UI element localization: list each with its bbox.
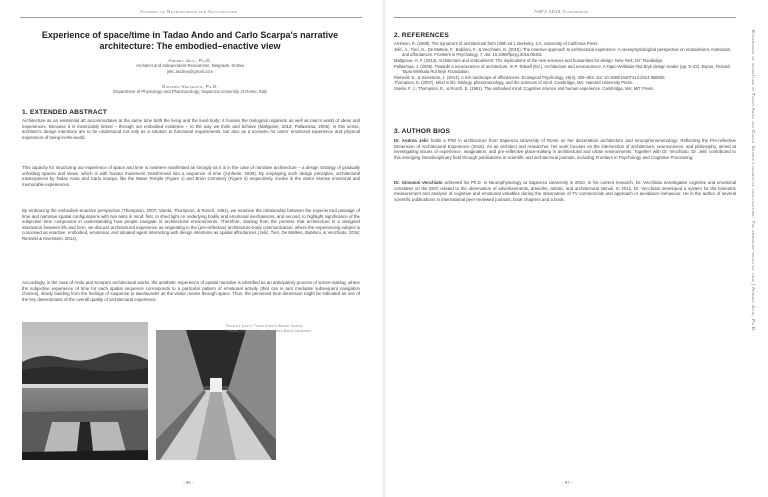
- reference-list: [394, 41, 736, 92]
- reference-item: Jelić, A., Tieri, G., De Matteis, F., Babiloni, F., & Vecchiato, G. (2016). The enactive approach to architectural experience: A neurophysiological perspective on embodiment, motivation, and affordances. Frontiers in Psychology, 7, doi: 10.3389/fpsyg.2016.00481: [394, 46, 732, 57]
- abstract-paragraph: By embracing the embodied–enactive perspective (Thompson, 2007; Varela, Thompson, & Rosch, 1991), we examine the relationship between the experienced passage of time and narrative spatial configurations with two aims in mind: first, to shed light on underlying bodily and emotional mechanisms, and second, to highlight significance of the subjective time component in understanding how people navigate in architectural environments. Therefore, starting from the premise that architecture is a designed interaction between life and form, we discuss architectural experience as originating in the (pre-reflective) architecture-body communication, where the experiencing subject is conceived as enactive, embodied, emotional, and situated agent interacting with design intentions as spatial affordances (Jelić, Tieri, De Matteis, Babiloni, & Vecchiato, 2016; Rietveld & Kiverstein, 2014).: [22, 208, 360, 241]
- side-running-title-text: Experience of space/time in Tadao Ando and Carlo Scarpa's narrative architecture: The embodied–enactive view | Andrea Jelić, Ph.D.: [750, 30, 755, 333]
- section-heading-abstract: 1. EXTENDED ABSTRACT: [22, 109, 108, 116]
- bio-name: Dr. Andrea Jelić: [394, 138, 429, 143]
- bio-text: holds a PhD in architecture from Sapienza University of Rome on her dissertation architecture and neurophenomenology: Reflecting the Pre-reflective Dimension of Architectural Experience (2015). As an architect and researcher, her work focuses on the intersection of architecture, neuroscience, and philosophy, aimed at investigating issues of experience, imagination, and pre-reflective place-making in architectural and urban environments. Together with Dr. Vecchiato, Dr. Jelić contributed to this emerging interdisciplinary field through publications in scientific and architectural journals, including Frontiers in Psychology and Cognitive Processing.: [394, 138, 736, 160]
- figure-1-water-temple-photo: [22, 322, 148, 460]
- author-affiliation: Department of Physiology and Pharmacology, Sapienza University of Rome, Italy: [113, 89, 267, 95]
- running-header-right: ANFA 2016 Conference: [534, 9, 589, 14]
- abstract-paragraph: Architecture as an existential art accommodates at the same time both the living and the lived body: it houses the biological organism as well as man's world of ideas and experiences. Because it is inextricably linked – through our embodied existence – to the way we think and behave (Mallgrave, 2013; Pallasmaa, 2005). In this sense, architect's design intentions are to be understood not only as a solution to functional requirements, but also as a scenario for users' emotional experience and physical expression of being-in-the-world.: [22, 118, 360, 140]
- right-page: [386, 0, 768, 497]
- author-name: Giovanni Vecchiato, Ph.D.: [161, 84, 219, 89]
- side-running-title: [748, 30, 762, 470]
- reference-item: Rietveld, E., & Kiverstein, J. (2014). A rich landscape of affordances. Ecological Psychology, 26(4), 325–352. doi: 10.1080/10407413.2014.958035: [394, 74, 665, 80]
- section-heading-references: 2. REFERENCES: [394, 32, 449, 39]
- figure-captions: [226, 324, 312, 334]
- left-page: [0, 0, 382, 497]
- author-block-1: [40, 58, 340, 74]
- header-rule: [20, 17, 362, 18]
- author-block-2: [40, 84, 340, 95]
- figure-2-caption: Figure 2 (Right): Carlo Scarpa's Brion Cemetery: [226, 329, 312, 333]
- abstract-paragraph: This capacity for structuring our experience of space and time is nowhere manifested as strongly as it is in the case of narrative architecture – a design strategy of gradually unfolding spaces and views, which is with human movement transformed into a sequence of time (Arnheim, 2009). By employing such design principles, architectural masterpieces by Tadao Ando and Carlo Scarpa, like the Water Temple (Figure 1) and Brion Cemetery (Figure 2) respectively, invoke in the visitor intense emotional and memorable experiences.: [22, 165, 360, 187]
- paper-title: Experience of space/time in Tadao Ando and Carlo Scarpa's narrative architecture: The embodied–enactive view: [41, 30, 339, 51]
- bio-text: achieved his Ph.D. in Neurophysiology at Sapienza University in 2010. In his current research, Dr. Vecchiato investigates cognitive and emotional correlates on the EEG related to the observation of advertisements, artworks, artistic, and architectural stimuli. In 2012, Dr. Vecchiato developed a system for the biometric measurement and analysis of cognitive and emotional variables during the observation of TV commercials and approach or avoidance behaviour. He is the author of several scientific publications in international peer-reviewed journals, book chapters and a book.: [394, 180, 736, 202]
- author-bio-1: [394, 138, 736, 160]
- author-email[interactable]: jelic.andrea@gmail.com: [167, 68, 213, 74]
- figure-1-caption: Figure 1 (Left): Tadao Ando's Water Temple: [226, 324, 303, 328]
- reference-item: Thompson, E. (2007). Mind in life: Biology, phenomenology, and the sciences of mind. Cambridge, MA: Harvard University Press.: [394, 80, 634, 86]
- bio-name: Dr. Giovanni Vecchiato: [394, 180, 443, 185]
- page-number-right: - 97 -: [562, 480, 573, 485]
- author-name: Andrea Jelić, Ph.D.: [168, 58, 212, 63]
- reference-item: Mallgrave, H. F. (2013). Architecture and embodiment: The implications of the new sciences and humanities for design. New York, NY: Routledge.: [394, 57, 664, 63]
- author-affiliation: Architect and Independent Researcher, Belgrade, Serbia: [136, 63, 244, 69]
- header-rule: [394, 17, 736, 18]
- running-header-left: Academy of Neuroscience for Architecture: [140, 9, 238, 14]
- reference-item: Pallasmaa, J. (2005). Towards a neuroscience of architecture. In P. Tidwell (Ed.), Architecture and neuroscience: A Tapio Wirkkala–Rut Bryk design reader (pp. 5–22). Espoo, Finland: Tapio Wirkkala Rut Bryk Foundation.: [394, 63, 731, 74]
- figure-2-brion-cemetery-photo: [156, 330, 276, 460]
- reference-item: Varela, F. J., Thompson, E., & Rosch, E. (1991). The embodied mind: Cognitive science and human experience. Cambridge, MA: MIT Press.: [394, 86, 654, 92]
- author-bio-2: [394, 180, 736, 202]
- abstract-paragraph: Accordingly, in the case of Ando and Scarpa's architectural works, the aesthetic experience of spatial narrative is identified as an anticipatory process of sense-making, where the subjective experience of time for each spatial sequence corresponds to a particular pattern of emotional activity (that can in turn modulate subsequent navigation choices), slowly building from the feelings of suspense to awe/wonder as the visitor moves through space. Thus, the perceived time dimension might be indicated as one of the key determinants of the overall quality of architectural experience.: [22, 280, 360, 302]
- page-number-left: - 96 -: [183, 480, 194, 485]
- section-heading-author-bios: 3. AUTHOR BIOS: [394, 128, 451, 135]
- reference-item: Arnheim, R. (2009). The dynamics of architectural form (30th ed.). Berkeley, CA: University of California Press.: [394, 41, 599, 46]
